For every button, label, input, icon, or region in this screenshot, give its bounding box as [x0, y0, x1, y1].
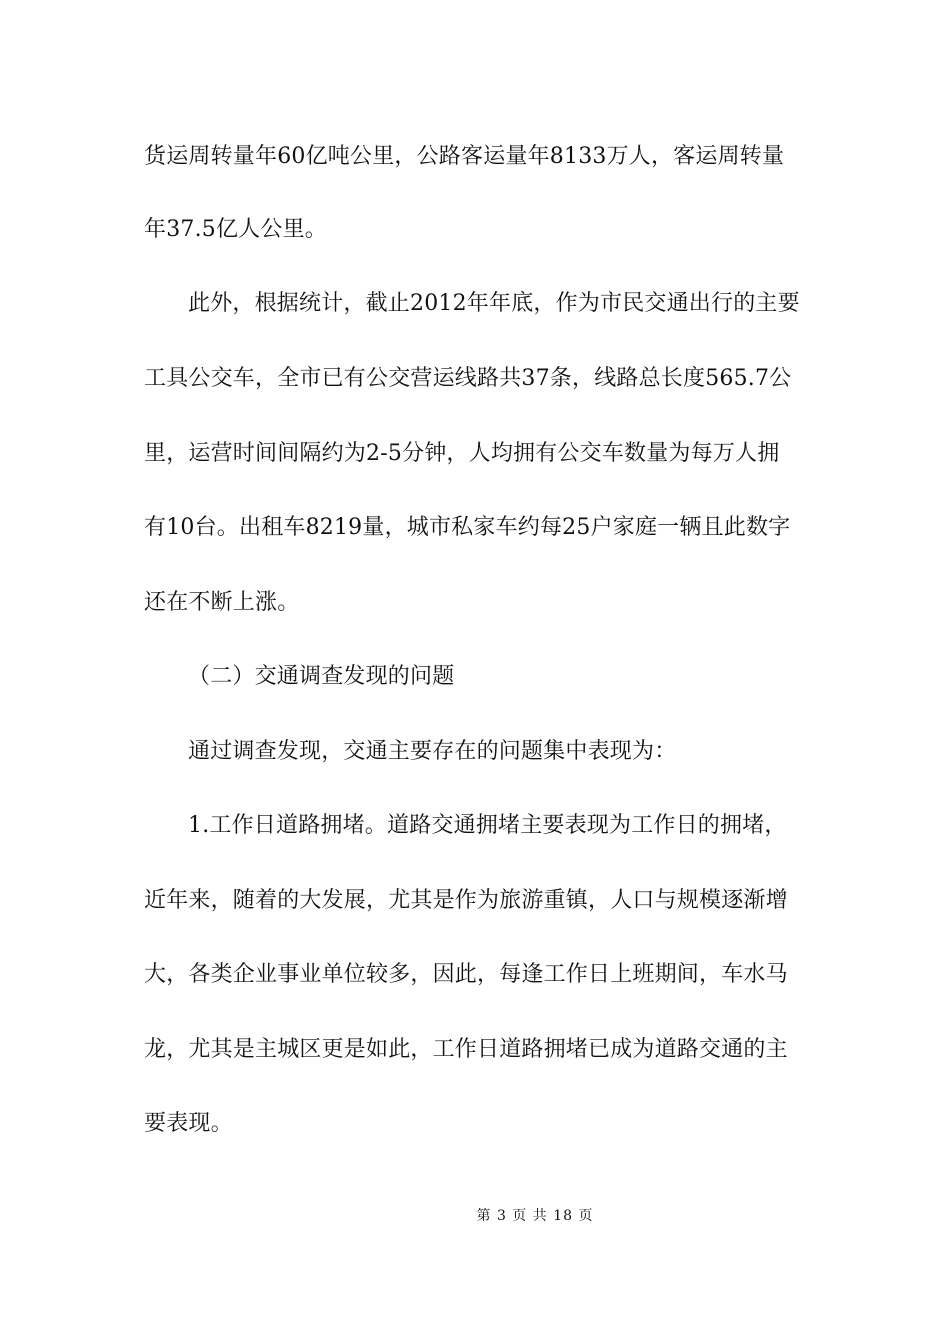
text-line: 此外，根据统计，截止2012年年底，作为市民交通出行的主要: [188, 291, 800, 316]
text-line: 还在不断上涨。: [144, 590, 300, 615]
text-line: 有10台。出租车8219量，城市私家车约每25户家庭一辆且此数字: [144, 515, 791, 540]
text-line: 工具公交车，全市已有公交营运线路共37条，线路总长度565.7公: [144, 366, 792, 391]
text-line: 通过调查发现，交通主要存在的问题集中表现为：: [188, 739, 677, 764]
section-heading: （二）交通调查发现的问题: [188, 664, 455, 689]
text-line: 年37.5亿人公里。: [144, 217, 327, 242]
page-number: 第 3 页 共 18 页: [476, 1208, 594, 1224]
text-line: 货运周转量年60亿吨公里，公路客运量年8133万人，客运周转量: [144, 144, 785, 169]
text-line: 要表现。: [144, 1111, 233, 1136]
text-line: 里，运营时间间隔约为2-5分钟，人均拥有公交车数量为每万人拥: [144, 441, 780, 466]
text-line: 近年来，随着的大发展，尤其是作为旅游重镇，人口与规模逐渐增: [144, 888, 788, 913]
text-line: 大，各类企业事业单位较多，因此，每逢工作日上班期间，车水马: [144, 962, 788, 987]
text-line: 1.工作日道路拥堵。道路交通拥堵主要表现为工作日的拥堵，: [188, 813, 787, 838]
text-line: 龙，尤其是主城区更是如此，工作日道路拥堵已成为道路交通的主: [144, 1037, 788, 1062]
